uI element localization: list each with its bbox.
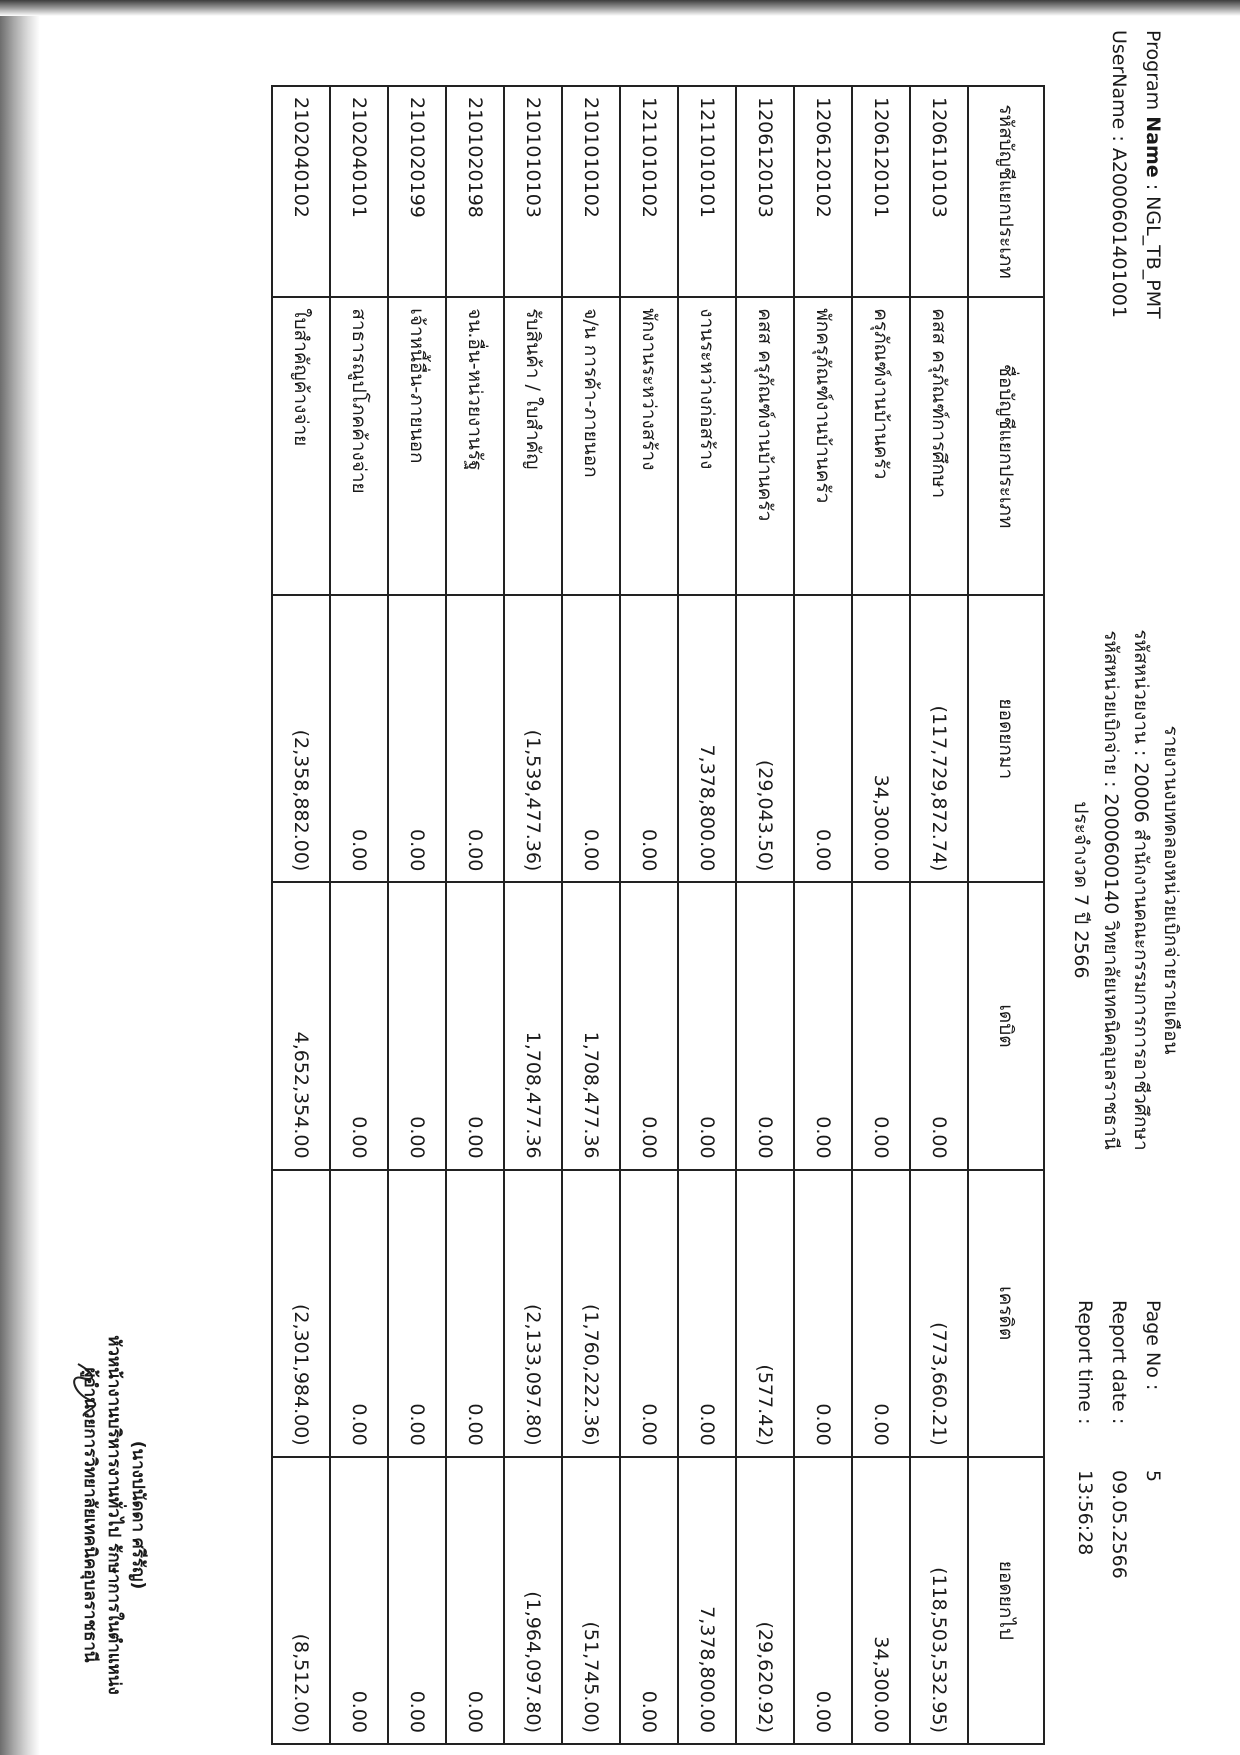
closing-balance: (8,512.00) xyxy=(272,1457,330,1744)
closing-balance: (29,620.92) xyxy=(736,1457,794,1744)
header-debit: เดบิต xyxy=(968,882,1044,1169)
closing-balance: 34,300.00 xyxy=(852,1457,910,1744)
page-label: Page No : xyxy=(1142,1300,1164,1391)
credit-amount: 0.00 xyxy=(620,1170,678,1457)
opening-balance: (1,539,477.36) xyxy=(504,595,562,882)
disburse-unit-line: รหัสหน่วยเบิกจ่าย : 2000600140 วิทยาลัยเทคนิคอุบลราชธานี xyxy=(1100,630,1122,1150)
account-code: 1206120101 xyxy=(852,86,910,297)
signer-position-line2: ผู้อำนวยการวิทยาลัยเทคนิคอุบลราชธานี xyxy=(80,1367,100,1663)
table-row xyxy=(620,86,678,1744)
debit-amount: 0.00 xyxy=(330,882,388,1169)
page-number-row xyxy=(1136,1300,1170,1579)
account-name: เจ้าหนี้อื่น-ภายนอก xyxy=(388,297,446,595)
account-code: 2102040101 xyxy=(330,86,388,297)
report-title: รายงานงบทดลองหน่วยเบิกจ่ายรายเดือน xyxy=(1160,725,1182,1055)
header-opening-balance: ยอดยกมา xyxy=(968,595,1044,882)
account-code: 2101020199 xyxy=(388,86,446,297)
opening-balance: 34,300.00 xyxy=(852,595,910,882)
header-left xyxy=(1102,30,1170,319)
account-name: ใบสำคัญค้างจ่าย xyxy=(272,297,330,595)
program-value: : NGL_TB_PMT xyxy=(1142,183,1164,319)
agency-line: รหัสหน่วยงาน : 20006 สำนักงานคณะกรรมการการอาชีวศึกษา xyxy=(1130,629,1152,1151)
account-code: 1206120103 xyxy=(736,86,794,297)
account-name: คสส ครุภัณฑ์งานบ้านครัว xyxy=(736,297,794,595)
credit-amount: 0.00 xyxy=(388,1170,446,1457)
account-name: สาธารณูปโภคค้างจ่าย xyxy=(330,297,388,595)
debit-amount: 0.00 xyxy=(620,882,678,1169)
trial-balance-table xyxy=(271,85,1045,1745)
account-name: คสส ครุภัณฑ์การศึกษา xyxy=(910,297,968,595)
closing-balance: 0.00 xyxy=(794,1457,852,1744)
credit-amount: 0.00 xyxy=(446,1170,504,1457)
table-row xyxy=(446,86,504,1744)
credit-amount: 0.00 xyxy=(794,1170,852,1457)
account-name: จ/น การค้า-ภายนอก xyxy=(562,297,620,595)
credit-amount: 0.00 xyxy=(678,1170,736,1457)
debit-amount: 0.00 xyxy=(910,882,968,1169)
report-time-row xyxy=(1068,1300,1102,1579)
report-date-label: Report date : xyxy=(1108,1300,1130,1425)
account-code: 2101010102 xyxy=(562,86,620,297)
credit-amount: (2,301,984.00) xyxy=(272,1170,330,1457)
header-center xyxy=(1066,570,1186,1210)
credit-amount: (1,760,222.36) xyxy=(562,1170,620,1457)
signature-block xyxy=(78,1290,150,1740)
closing-balance: 0.00 xyxy=(620,1457,678,1744)
account-code: 2101010103 xyxy=(504,86,562,297)
table-row xyxy=(562,86,620,1744)
debit-amount: 1,708,477.36 xyxy=(562,882,620,1169)
header-account-code: รหัสบัญชีแยกประเภท xyxy=(968,86,1044,297)
opening-balance: 0.00 xyxy=(388,595,446,882)
opening-balance: (2,358,882.00) xyxy=(272,595,330,882)
table-header-row xyxy=(968,86,1044,1744)
program-name-label: Name xyxy=(1142,116,1164,178)
account-name: พักงานระหว่างสร้าง xyxy=(620,297,678,595)
opening-balance: (29,043.50) xyxy=(736,595,794,882)
closing-balance: (1,964,097.80) xyxy=(504,1457,562,1744)
opening-balance: 0.00 xyxy=(330,595,388,882)
account-name: พักครุภัณฑ์งานบ้านครัว xyxy=(794,297,852,595)
opening-balance: (117,729,872.74) xyxy=(910,595,968,882)
program-name-line xyxy=(1136,30,1170,319)
opening-balance: 0.00 xyxy=(562,595,620,882)
account-code: 1211010101 xyxy=(678,86,736,297)
account-name: จน.อื่น-หน่วยงานรัฐ xyxy=(446,297,504,595)
period-line: ประจำงวด 7 ปี 2566 xyxy=(1070,801,1092,979)
closing-balance: 0.00 xyxy=(388,1457,446,1744)
header-account-name: ชื่อบัญชีแยกประเภท xyxy=(968,297,1044,595)
signer-name: (นางปนัดดา ศรีรัญ) xyxy=(128,1440,148,1590)
credit-amount: (773,660.21) xyxy=(910,1170,968,1457)
account-code: 1211010102 xyxy=(620,86,678,297)
table-row xyxy=(910,86,968,1744)
closing-balance: 0.00 xyxy=(446,1457,504,1744)
closing-balance: (51,745.00) xyxy=(562,1457,620,1744)
credit-amount: (2,133,097.80) xyxy=(504,1170,562,1457)
debit-amount: 0.00 xyxy=(736,882,794,1169)
table-row xyxy=(736,86,794,1744)
header-closing-balance: ยอดยกไป xyxy=(968,1457,1044,1744)
signer-position-line1: หัวหน้างานบริหารงานทั่วไป รักษาการในตำแหน่ง xyxy=(104,1335,124,1695)
table-row xyxy=(852,86,910,1744)
debit-amount: 1,708,477.36 xyxy=(504,882,562,1169)
opening-balance: 0.00 xyxy=(794,595,852,882)
debit-amount: 0.00 xyxy=(852,882,910,1169)
report-date-row xyxy=(1102,1300,1136,1579)
table-row xyxy=(330,86,388,1744)
account-name: งานระหว่างก่อสร้าง xyxy=(678,297,736,595)
scan-edge-shadow-left xyxy=(0,0,40,1755)
opening-balance: 7,378,800.00 xyxy=(678,595,736,882)
debit-amount: 0.00 xyxy=(678,882,736,1169)
report-time-label: Report time : xyxy=(1074,1300,1096,1425)
credit-amount: (577.42) xyxy=(736,1170,794,1457)
debit-amount: 0.00 xyxy=(388,882,446,1169)
table-row xyxy=(794,86,852,1744)
account-name: รับสินค้า / ใบสำคัญ xyxy=(504,297,562,595)
header-right xyxy=(1068,1300,1170,1579)
report-sheet xyxy=(50,10,1200,1740)
program-label: Program xyxy=(1142,30,1164,111)
report-time-value: 13:56:28 xyxy=(1074,1470,1096,1556)
header-credit: เครดิต xyxy=(968,1170,1044,1457)
debit-amount: 4,652,354.00 xyxy=(272,882,330,1169)
account-code: 2102040102 xyxy=(272,86,330,297)
closing-balance: 7,378,800.00 xyxy=(678,1457,736,1744)
page-value: 5 xyxy=(1142,1470,1164,1483)
account-code: 1206110103 xyxy=(910,86,968,297)
account-name: ครุภัณฑ์งานบ้านครัว xyxy=(852,297,910,595)
closing-balance: 0.00 xyxy=(330,1457,388,1744)
credit-amount: 0.00 xyxy=(330,1170,388,1457)
credit-amount: 0.00 xyxy=(852,1170,910,1457)
opening-balance: 0.00 xyxy=(620,595,678,882)
debit-amount: 0.00 xyxy=(446,882,504,1169)
account-code: 2101020198 xyxy=(446,86,504,297)
table-row xyxy=(388,86,446,1744)
closing-balance: (118,503,532.95) xyxy=(910,1457,968,1744)
report-date-value: 09.05.2566 xyxy=(1108,1470,1130,1579)
debit-amount: 0.00 xyxy=(794,882,852,1169)
opening-balance: 0.00 xyxy=(446,595,504,882)
account-code: 1206120102 xyxy=(794,86,852,297)
table-row xyxy=(272,86,330,1744)
table-row xyxy=(504,86,562,1744)
username-line: UserName : A2000601401001 xyxy=(1108,30,1130,318)
table-row xyxy=(678,86,736,1744)
